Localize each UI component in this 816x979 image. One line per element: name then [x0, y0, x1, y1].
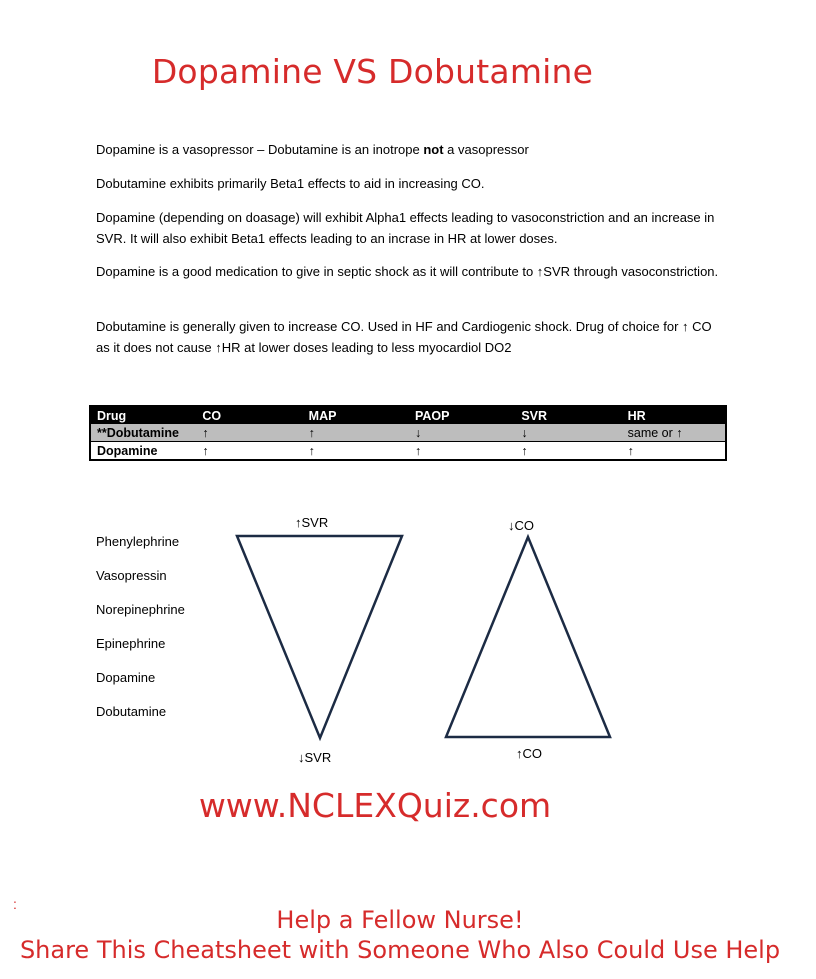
table-cell: ↑: [196, 442, 302, 461]
table-cell: ↓: [414, 425, 422, 440]
paragraph-1-text: Dopamine is a vasopressor – Dobutamine is an inotrope: [96, 142, 424, 157]
med-list-item: Vasopressin: [96, 568, 167, 583]
table-cell: Dopamine: [90, 442, 196, 461]
footer-line-1: Help a Fellow Nurse!: [276, 906, 524, 934]
col-header-co: CO: [202, 408, 222, 423]
med-list-item: Norepinephrine: [96, 602, 185, 617]
med-list-item: Phenylephrine: [96, 534, 180, 549]
co-bottom-label: ↑CO: [516, 746, 542, 761]
svr-top-label: ↑SVR: [295, 515, 329, 530]
co-triangle: [446, 537, 610, 737]
footer-line-2: Share This Cheatsheet with Someone Who Also Could Use Help: [19, 936, 781, 964]
med-list-item: Epinephrine: [96, 636, 166, 651]
med-list-item: Dobutamine: [96, 704, 167, 719]
paragraph-1-bold: not: [423, 142, 444, 157]
med-list-item: Dopamine: [96, 670, 156, 685]
table-cell: ↑: [202, 425, 209, 440]
table-cell: ↓: [521, 425, 528, 440]
table-cell: ↑: [409, 442, 515, 461]
svr-bottom-label: ↓SVR: [298, 750, 332, 765]
page-title: Dopamine VS Dobutamine: [151, 52, 594, 91]
stray-mark: :: [13, 896, 17, 912]
paragraph-2: Dobutamine exhibits primarily Beta1 effects to aid in increasing CO.: [96, 176, 485, 191]
table-cell: ↑: [622, 442, 726, 461]
col-header-map: MAP: [308, 408, 337, 423]
paragraph-3: Dopamine (depending on doasage) will exhibit Alpha1 effects leading to vasoconstriction and an increase in SVR. It will also exhibit Beta1 effects leading to an incrase in HR at lower doses.: [96, 210, 715, 246]
col-header-drug: Drug: [97, 408, 127, 423]
paragraph-5: Dobutamine is generally given to increase CO. Used in HF and Cardiogenic shock. Drug of choice for ↑ CO as it does not cause ↑HR at lower doses leading to less myocardiol DO2: [96, 319, 712, 355]
table-cell: ↑: [303, 442, 409, 461]
table-cell: ↑: [515, 442, 621, 461]
table-cell: ↑: [308, 425, 315, 440]
website-link[interactable]: www.NCLEXQuiz.com: [198, 786, 552, 825]
col-header-paop: PAOP: [414, 408, 450, 423]
svr-triangle: [237, 536, 402, 738]
co-top-label: ↓CO: [508, 518, 534, 533]
table-cell: same or ↑: [627, 425, 683, 440]
col-header-svr: SVR: [521, 408, 548, 423]
paragraph-1-tail: a vasopressor: [443, 142, 529, 157]
paragraph-4: Dopamine is a good medication to give in septic shock as it will contribute to ↑SVR through vasoconstriction.: [96, 264, 719, 279]
table-cell: **Dobutamine: [97, 425, 179, 440]
col-header-hr: HR: [627, 408, 646, 423]
